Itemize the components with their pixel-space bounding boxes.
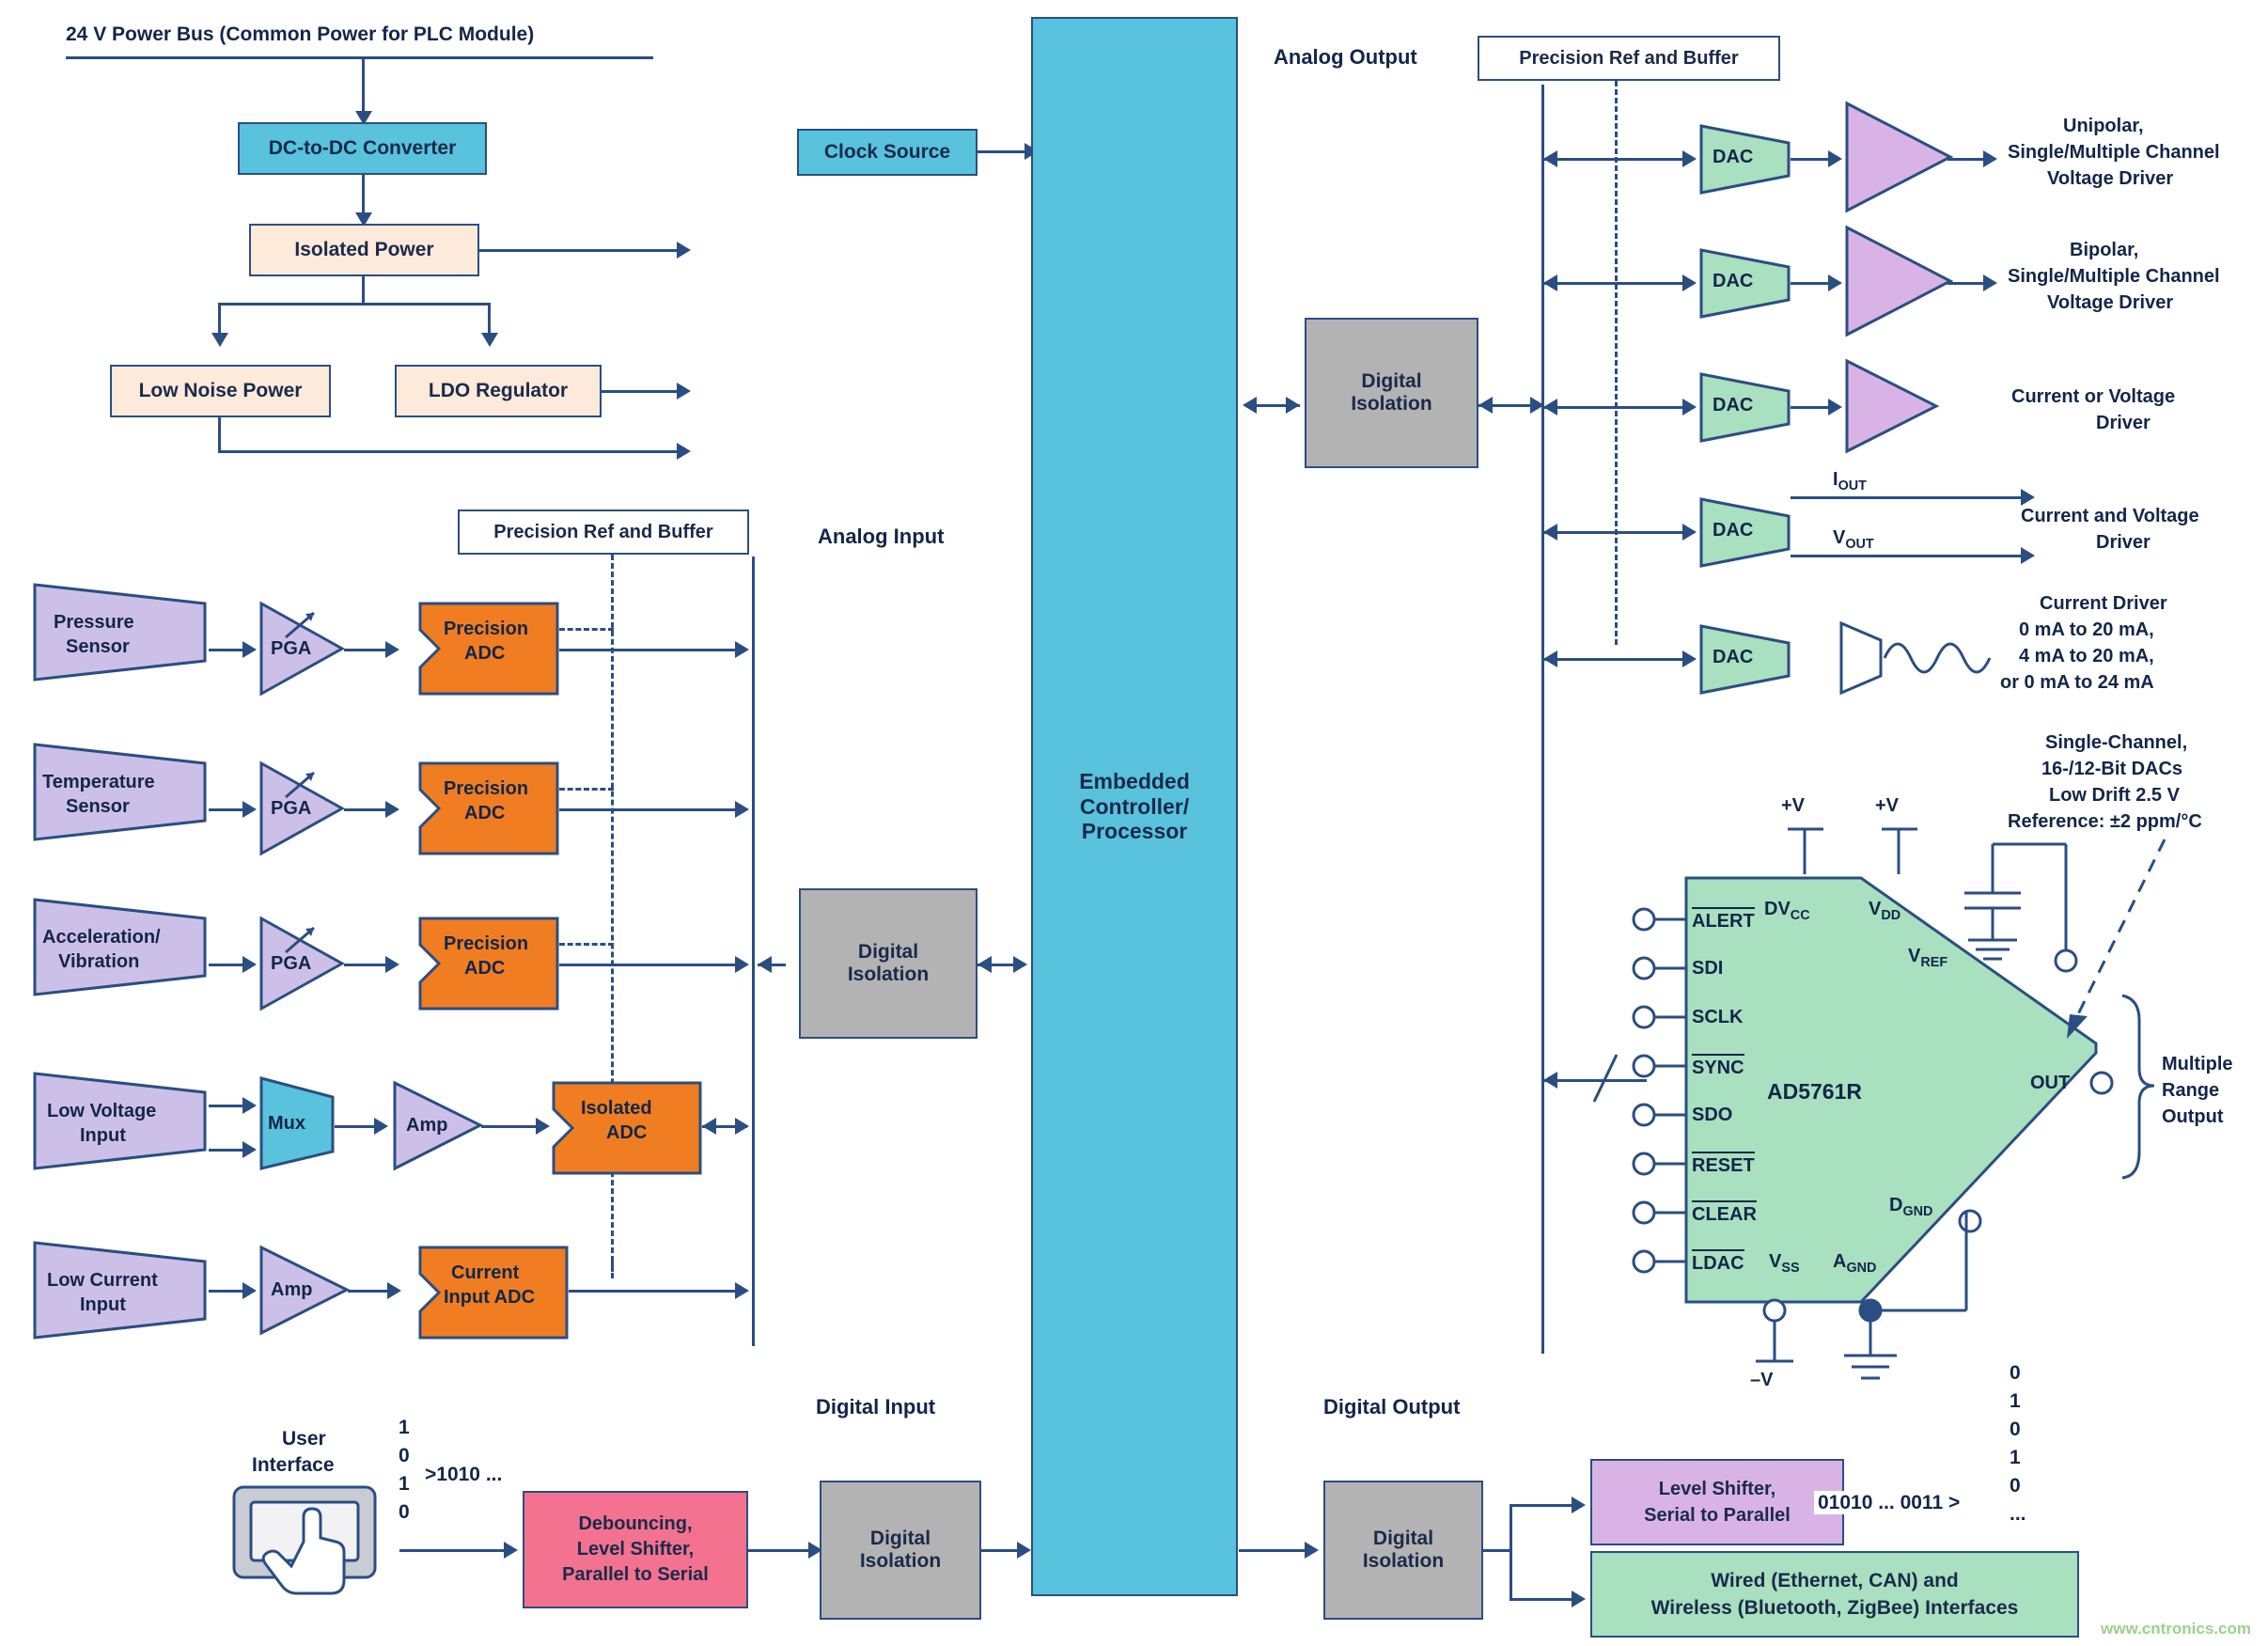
interfaces-block	[1590, 1551, 2079, 1638]
low-voltage-input	[33, 1072, 207, 1175]
amp-low-voltage-label: Amp	[406, 1115, 448, 1136]
mux-amp-arrow	[374, 1118, 388, 1135]
current-input-adc-label-2: Input ADC	[444, 1287, 536, 1308]
dac3-arrow-l	[1543, 399, 1557, 415]
dac-5-label: DAC	[1713, 647, 1754, 667]
dac4-bus-line	[1543, 531, 1694, 534]
multiple-range-output-3: Output	[2162, 1106, 2224, 1127]
di-di-line1: Digital	[869, 1527, 931, 1549]
dac4-desc-1: Current and Voltage	[2021, 506, 2199, 526]
precision-adc-2-label-1: Precision	[444, 778, 529, 799]
pin-vref-sub: REF	[1920, 955, 1948, 970]
out-bit-0: 0	[2010, 1362, 2021, 1384]
branch-right-arrow	[481, 333, 498, 347]
pin-dgnd-main: D	[1889, 1195, 1903, 1215]
output-bitstream: 01010 ... 0011 >	[1814, 1491, 1963, 1514]
dac2-bus-line	[1543, 282, 1694, 285]
temp-to-pga-arrow	[242, 801, 257, 818]
amp-isoadc-arrow	[536, 1118, 550, 1135]
ref-dash-adc3	[559, 943, 614, 946]
multiple-range-output-2: Range	[2162, 1080, 2220, 1101]
level-shifter-line-2: Serial to Parallel	[1644, 1505, 1791, 1526]
iso-controller-arrow	[1017, 1542, 1031, 1559]
pin-dvcc-main: DV	[1764, 899, 1791, 919]
di-ao-left-arrow-r	[1286, 397, 1300, 414]
current-voltage-driver	[1845, 359, 1939, 458]
dac1-desc-3: Voltage Driver	[2047, 168, 2174, 189]
amp-to-isoadc	[481, 1125, 542, 1128]
di-ai-right-arrow-back	[978, 956, 992, 973]
di-ao-right-arrow-l	[1478, 397, 1493, 414]
dac3-desc-1: Current or Voltage	[2011, 386, 2176, 407]
dac4-vout-line	[1791, 555, 2030, 557]
dac5-arrow-l	[1543, 651, 1557, 667]
pin-vss	[1769, 1250, 1800, 1277]
dac4-desc-2: Driver	[2096, 532, 2151, 553]
di-di-line2: Isolation	[859, 1550, 942, 1572]
dac2-desc-3: Voltage Driver	[2047, 292, 2174, 313]
ui-bit-1: 0	[399, 1445, 410, 1466]
pin-vss-sub: SS	[1781, 1261, 1800, 1276]
digital-isolation-digital-output	[1323, 1481, 1483, 1620]
out-bit-5: ...	[2010, 1503, 2026, 1525]
isoadc-out-arrow-back	[702, 1118, 716, 1135]
precision-adc-1-label-2: ADC	[464, 643, 506, 664]
pin-dvcc	[1764, 898, 1810, 924]
vout-main: V	[1833, 527, 1846, 548]
ref-dash-adc1	[559, 628, 614, 631]
doiso-levelshift-arrow	[1572, 1497, 1586, 1513]
analog-output-label: Analog Output	[1274, 45, 1417, 69]
pin-reset: RESET	[1692, 1152, 1755, 1177]
vout-sub: OUT	[1845, 537, 1874, 552]
pin-dgnd-sub: GND	[1902, 1204, 1933, 1219]
digital-isolation-digital-input	[820, 1481, 981, 1620]
dac-4-label: DAC	[1713, 520, 1754, 541]
voltage-driver-1	[1845, 102, 1953, 217]
controller-line-3: Processor	[1081, 819, 1188, 844]
doiso-to-interfaces	[1509, 1598, 1581, 1601]
supply-pos-1: +V	[1781, 795, 1806, 816]
precision-adc-3-label-2: ADC	[464, 958, 506, 979]
temperature-sensor-label-2: Sensor	[66, 796, 130, 817]
pressure-sensor-label-1: Pressure	[54, 612, 134, 633]
mux-label: Mux	[268, 1113, 305, 1134]
voltage-driver-2	[1845, 226, 1953, 341]
ref-dash-current-adc-v	[611, 1260, 614, 1278]
doiso-interfaces-arrow	[1572, 1591, 1586, 1607]
iout-label	[1833, 468, 1867, 494]
pin-agnd-sub: GND	[1846, 1261, 1877, 1276]
low-current-label-2: Input	[80, 1294, 126, 1315]
chip-callout-2: 16-/12-Bit DACs	[2041, 759, 2183, 779]
dac-2-label: DAC	[1713, 271, 1754, 291]
pga1-adc-arrow	[385, 641, 399, 658]
ui-bit-2: 1	[399, 1473, 410, 1495]
pin-clear: CLEAR	[1692, 1200, 1757, 1226]
pin-sync: SYNC	[1692, 1054, 1744, 1079]
precision-adc-3-label-1: Precision	[444, 933, 529, 954]
digital-output-label: Digital Output	[1323, 1395, 1461, 1419]
user-interface-label-2: Interface	[252, 1454, 335, 1476]
dac5-arrow-r	[1682, 651, 1697, 667]
lcamp-to-adc	[348, 1290, 393, 1293]
controller-line-2: Controller/	[1079, 793, 1190, 819]
precision-adc-2-label-2: ADC	[464, 803, 506, 823]
pga2-adc-arrow	[385, 801, 399, 818]
lownoise-out-line	[218, 450, 681, 453]
user-interface-label-1: User	[282, 1428, 326, 1450]
dac1-arrow-r	[1682, 150, 1697, 167]
pga-3-label: PGA	[271, 953, 312, 974]
driver2-out-arrow	[1983, 274, 1997, 291]
pga-2-label: PGA	[271, 798, 312, 819]
current-driver-coil-icon	[1838, 616, 1988, 705]
level-shifter-block	[1590, 1459, 1844, 1545]
debounce-line-1: Debouncing,	[578, 1513, 693, 1534]
adc3-out	[559, 964, 743, 966]
low-noise-power: Low Noise Power	[110, 365, 331, 417]
chip-bottom-network	[1748, 1297, 2002, 1410]
chip-left-pins	[1631, 902, 1687, 1283]
user-interface-device[interactable]	[230, 1483, 395, 1624]
out-bit-3: 1	[2010, 1447, 2021, 1468]
pin-vref-main: V	[1908, 946, 1921, 966]
supply-pos-2: +V	[1875, 795, 1900, 816]
power-bus-underline	[66, 56, 653, 59]
ui-debounce-arrow	[504, 1542, 518, 1559]
dac5-desc-2: 0 mA to 20 mA,	[2019, 619, 2154, 640]
isoadc-out-arrow	[735, 1118, 749, 1135]
pga-1-label: PGA	[271, 638, 312, 659]
dac1-desc-2: Single/Multiple Channel	[2008, 142, 2220, 163]
ui-bit-stream: >1010 ...	[425, 1464, 503, 1485]
current-input-adc-label-1: Current	[451, 1262, 520, 1283]
dac4-arrow-l	[1543, 524, 1557, 541]
digital-input-label: Digital Input	[816, 1395, 936, 1419]
multiple-range-output-1: Multiple	[2162, 1054, 2233, 1074]
pin-vdd	[1869, 898, 1900, 924]
dc-to-dc-converter: DC-to-DC Converter	[238, 122, 487, 175]
ldo-out-arrow	[677, 383, 691, 400]
level-shifter-line-1: Level Shifter,	[1658, 1479, 1776, 1499]
pin-ldac: LDAC	[1692, 1249, 1744, 1275]
dac2-driver-arrow	[1828, 274, 1842, 291]
dac5-desc-1: Current Driver	[2040, 593, 2167, 614]
analog-input-label: Analog Input	[818, 525, 945, 548]
dac2-desc-2: Single/Multiple Channel	[2008, 266, 2220, 287]
di-ao-line1: Digital	[1361, 369, 1422, 392]
pga3-adc-arrow	[385, 956, 399, 973]
amp-low-current-label: Amp	[271, 1279, 313, 1300]
dac1-arrow-l	[1543, 150, 1557, 167]
isolated-adc-label-1: Isolated	[581, 1098, 652, 1119]
dac3-bus-line	[1543, 406, 1694, 409]
pin-sdi: SDI	[1692, 958, 1724, 979]
controller-doiso-arrow	[1305, 1542, 1319, 1559]
temperature-sensor	[33, 743, 207, 846]
pin-agnd-main: A	[1833, 1251, 1847, 1272]
ldo-out-line	[602, 390, 681, 393]
low-voltage-label-1: Low Voltage	[47, 1101, 157, 1121]
pin-vref	[1908, 945, 1947, 971]
pin-vdd-sub: DD	[1881, 908, 1901, 923]
clock-source: Clock Source	[797, 129, 978, 176]
adc3-out-arrow	[735, 956, 749, 973]
precision-ref-left: Precision Ref and Buffer	[458, 509, 749, 555]
isolated-adc-label-2: ADC	[606, 1122, 648, 1143]
ad5761r-chip-name: AD5761R	[1767, 1079, 1862, 1104]
power-bus-title: 24 V Power Bus (Common Power for PLC Module)	[66, 24, 535, 45]
debounce-to-iso	[748, 1549, 818, 1552]
iout-sub: OUT	[1838, 478, 1867, 494]
debouncing-block	[523, 1491, 748, 1608]
dac3-driver-arrow	[1828, 399, 1842, 415]
isolated-power: Isolated Power	[249, 224, 479, 276]
chip-callout-arrow	[2054, 832, 2176, 1058]
dac1-desc-1: Unipolar,	[2063, 116, 2144, 136]
dac5-desc-3: 4 mA to 20 mA,	[2019, 646, 2154, 666]
adc1-out-arrow	[735, 641, 749, 658]
isolated-power-out-line	[479, 249, 681, 252]
lv-mux-arrow-1	[242, 1097, 257, 1114]
pin-out: OUT	[2030, 1073, 2071, 1093]
precision-adc-1-label-1: Precision	[444, 619, 529, 639]
dac-3-label: DAC	[1713, 395, 1754, 415]
controller-line-1: Embedded	[1079, 769, 1190, 794]
embedded-controller	[1031, 17, 1238, 1596]
ldo-regulator: LDO Regulator	[395, 365, 602, 417]
di-ai-line1: Digital	[857, 940, 919, 963]
lv-mux-arrow-2	[242, 1141, 257, 1158]
dac3-desc-2: Driver	[2096, 413, 2151, 433]
temperature-sensor-label-1: Temperature	[42, 772, 155, 792]
di-ao-line2: Isolation	[1351, 393, 1432, 415]
pin-sdo: SDO	[1692, 1105, 1733, 1125]
di-ai-left-arrow	[758, 956, 772, 973]
debounce-line-3: Parallel to Serial	[562, 1564, 709, 1585]
debounce-line-2: Level Shifter,	[576, 1539, 695, 1560]
adc1-out	[559, 649, 743, 651]
controller-to-doiso	[1239, 1549, 1314, 1552]
dac1-driver-arrow	[1828, 150, 1842, 167]
acceleration-sensor	[33, 898, 207, 1001]
chip-callout-1: Single-Channel,	[2045, 732, 2188, 753]
pin-agnd	[1833, 1250, 1876, 1277]
analog-input-bus	[752, 557, 755, 1346]
dac5-bus-line	[1543, 658, 1694, 661]
pressure-to-pga-arrow	[242, 641, 257, 658]
di-ao-left-arrow	[1243, 397, 1257, 414]
currentadc-out-arrow	[735, 1282, 749, 1299]
adc2-out-arrow	[735, 801, 749, 818]
low-current-input	[33, 1241, 207, 1344]
dac4-vout-arrow	[2021, 547, 2035, 564]
supply-neg: –V	[1750, 1370, 1774, 1390]
isolated-branch-h	[218, 303, 491, 306]
chip-callout-3: Low Drift 2.5 V	[2049, 785, 2180, 806]
lcamp-adc-arrow	[387, 1282, 401, 1299]
chip-dgnd-node	[1957, 1208, 1985, 1241]
dac2-arrow-l	[1543, 274, 1557, 291]
chip-spi-slash	[1588, 1051, 1626, 1112]
lc-amp-arrow	[242, 1282, 257, 1299]
chip-callout-4: Reference: ±2 ppm/°C	[2008, 811, 2202, 832]
adc2-out	[559, 808, 743, 811]
dac4-iout-arrow	[2021, 489, 2035, 506]
isolated-power-out-arrow	[677, 242, 691, 259]
low-current-label-1: Low Current	[47, 1270, 158, 1291]
iout-main: I	[1833, 469, 1838, 490]
out-bit-1: 1	[2010, 1390, 2021, 1412]
interfaces-line-1: Wired (Ethernet, CAN) and	[1711, 1569, 1959, 1591]
digital-isolation-analog-output	[1305, 318, 1478, 468]
isolated-branch-v	[362, 276, 365, 303]
currentadc-out	[569, 1290, 743, 1293]
dac4-iout-line	[1791, 496, 2030, 499]
pin-alert: ALERT	[1692, 907, 1755, 933]
di-do-line2: Isolation	[1362, 1550, 1445, 1572]
dac3-arrow-r	[1682, 399, 1697, 415]
low-voltage-label-2: Input	[80, 1125, 126, 1146]
di-ai-right-arrow	[1013, 956, 1027, 973]
ui-bit-0: 1	[399, 1417, 410, 1438]
pin-dvcc-sub: CC	[1790, 908, 1810, 923]
branch-left-arrow	[211, 333, 228, 347]
dac-1-label: DAC	[1713, 147, 1754, 167]
di-do-line1: Digital	[1372, 1527, 1434, 1549]
pin-vss-main: V	[1769, 1251, 1782, 1272]
pressure-sensor-label-2: Sensor	[66, 636, 130, 657]
pin-sclk: SCLK	[1692, 1007, 1744, 1027]
di-ai-line2: Isolation	[847, 964, 930, 985]
out-bit-2: 0	[2010, 1419, 2021, 1440]
precision-ref-right-dash	[1615, 81, 1618, 645]
doiso-split-h	[1483, 1549, 1511, 1552]
precision-ref-right: Precision Ref and Buffer	[1478, 36, 1780, 81]
pin-dgnd	[1889, 1194, 1932, 1220]
out-bit-4: 0	[2010, 1475, 2021, 1497]
dac5-desc-4: or 0 mA to 24 mA	[2000, 672, 2154, 693]
dac4-arrow-r	[1682, 524, 1697, 541]
dac2-arrow-r	[1682, 274, 1697, 291]
ref-dash-adc2	[559, 788, 614, 791]
chip-spi-arrow-l	[1543, 1072, 1557, 1089]
ui-bit-3: 0	[399, 1501, 410, 1523]
pressure-sensor	[33, 583, 207, 686]
vout-label	[1833, 526, 1874, 553]
dac1-bus-line	[1543, 158, 1694, 161]
accel-to-pga-arrow	[242, 956, 257, 973]
ui-to-debounce	[399, 1549, 512, 1552]
doiso-to-levelshift	[1509, 1504, 1581, 1507]
digital-isolation-analog-input	[799, 888, 978, 1039]
lownoise-out-arrow	[677, 443, 691, 460]
watermark: www.cntronics.com	[2101, 1620, 2251, 1638]
acceleration-sensor-label-2: Vibration	[58, 951, 140, 972]
lownoise-down	[218, 417, 221, 453]
driver1-out-arrow	[1983, 150, 1997, 167]
chip-out-node	[2088, 1070, 2117, 1103]
interfaces-line-2: Wireless (Bluetooth, ZigBee) Interfaces	[1650, 1597, 2019, 1619]
dac2-desc-1: Bipolar,	[2070, 240, 2139, 260]
acceleration-sensor-label-1: Acceleration/	[42, 927, 161, 948]
pin-vdd-main: V	[1869, 899, 1882, 919]
